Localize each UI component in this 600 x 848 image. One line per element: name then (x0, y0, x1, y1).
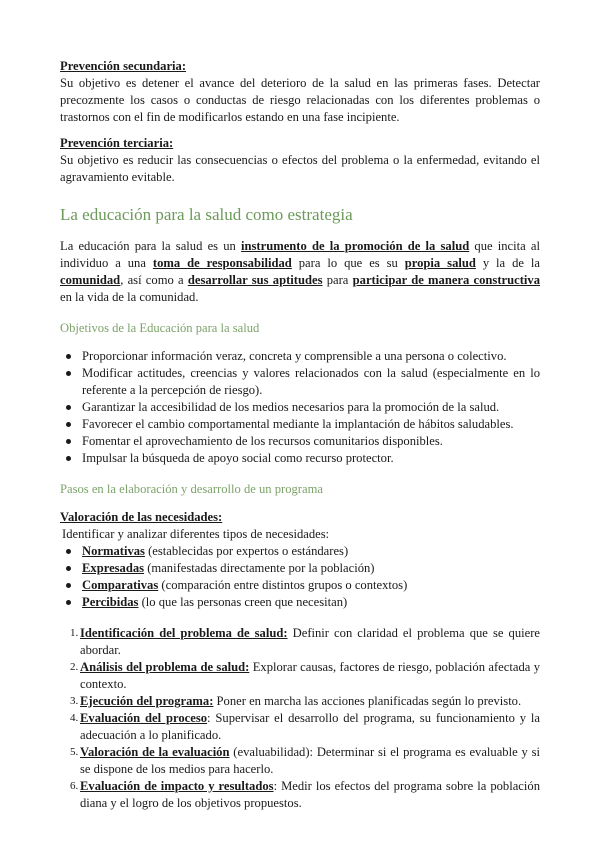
objetivos-heading: Objetivos de la Educación para la salud (60, 321, 260, 335)
prevencion-terciaria-text: Su objetivo es reducir las consecuencias o efectos del problema o la enfermedad, evitando el agravamiento evitable. (60, 153, 540, 184)
list-item: Normativas (establecidas por expertos o estándares) (82, 543, 540, 560)
necesidades-list (60, 543, 540, 611)
educacion-paragraph: La educación para la salud es un instrumento de la promoción de la salud que incita al individuo a una toma de responsabilidad para lo que es su propia salud y la de la comunidad, así como a desarrollar sus aptitudes para participar de manera constructiva en la vida de la comunidad. (60, 239, 541, 304)
list-item: 6. Evaluación de impacto y resultados: Medir los efectos del programa sobre la población diana y el logro de los objetivos propuestos. (70, 779, 540, 810)
prevencion-terciaria (60, 135, 540, 186)
list-item: Favorecer el cambio comportamental mediante la implantación de hábitos saludables. (82, 416, 540, 433)
list-item: Fomentar el aprovechamiento de los recursos comunitarios disponibles. (82, 433, 540, 450)
educacion-heading: La educación para la salud como estrategia (60, 205, 353, 224)
list-item: 5. Valoración de la evaluación (evaluabilidad): Determinar si el programa es evaluable y si se dispone de los medios para hacerlo. (70, 745, 540, 776)
list-item: 1. Identificación del problema de salud: Definir con claridad el problema que se quiere abordar. (70, 626, 540, 657)
pasos-heading: Pasos en la elaboración y desarrollo de un programa (60, 482, 323, 496)
list-item: Modificar actitudes, creencias y valores relacionados con la salud (especialmente en lo referente a la percepción de riesgo). (82, 366, 540, 397)
pasos-numbered-list (60, 625, 540, 812)
list-item: Proporcionar información veraz, concreta y comprensible a una persona o colectivo. (82, 348, 540, 365)
list-item: Comparativas (comparación entre distintos grupos o contextos) (82, 577, 540, 594)
prevencion-secundaria-title: Prevención secundaria: (60, 59, 187, 73)
list-item: Percibidas (lo que las personas creen que necesitan) (82, 594, 540, 611)
prevencion-secundaria (60, 58, 540, 126)
prevencion-terciaria-title: Prevención terciaria: (60, 136, 174, 150)
list-item: 4. Evaluación del proceso: Supervisar el desarrollo del programa, su funcionamiento y la adecuación a lo planificado. (70, 711, 540, 742)
list-item: Impulsar la búsqueda de apoyo social como recurso protector. (82, 450, 540, 467)
list-item: 2. Análisis del problema de salud: Explorar causas, factores de riesgo, población afectada y contexto. (70, 660, 541, 691)
list-item: 3. Ejecución del programa: Poner en marcha las acciones planificadas según lo previsto. (70, 694, 522, 708)
valoracion-title: Valoración de las necesidades: (60, 510, 223, 524)
valoracion-intro: Identificar y analizar diferentes tipos de necesidades: (62, 527, 330, 541)
list-item: Garantizar la accesibilidad de los medios necesarios para la promoción de la salud. (82, 399, 540, 416)
prevencion-secundaria-text: Su objetivo es detener el avance del deterioro de la salud en las primeras fases. Detectar precozmente los casos o conductas de riesgo relacionadas con los diferentes problemas o trastornos con el fin de modificarlos estando en una fase incipiente. (60, 76, 540, 124)
objetivos-list (60, 348, 540, 467)
list-item: Expresadas (manifestadas directamente por la población) (82, 560, 540, 577)
